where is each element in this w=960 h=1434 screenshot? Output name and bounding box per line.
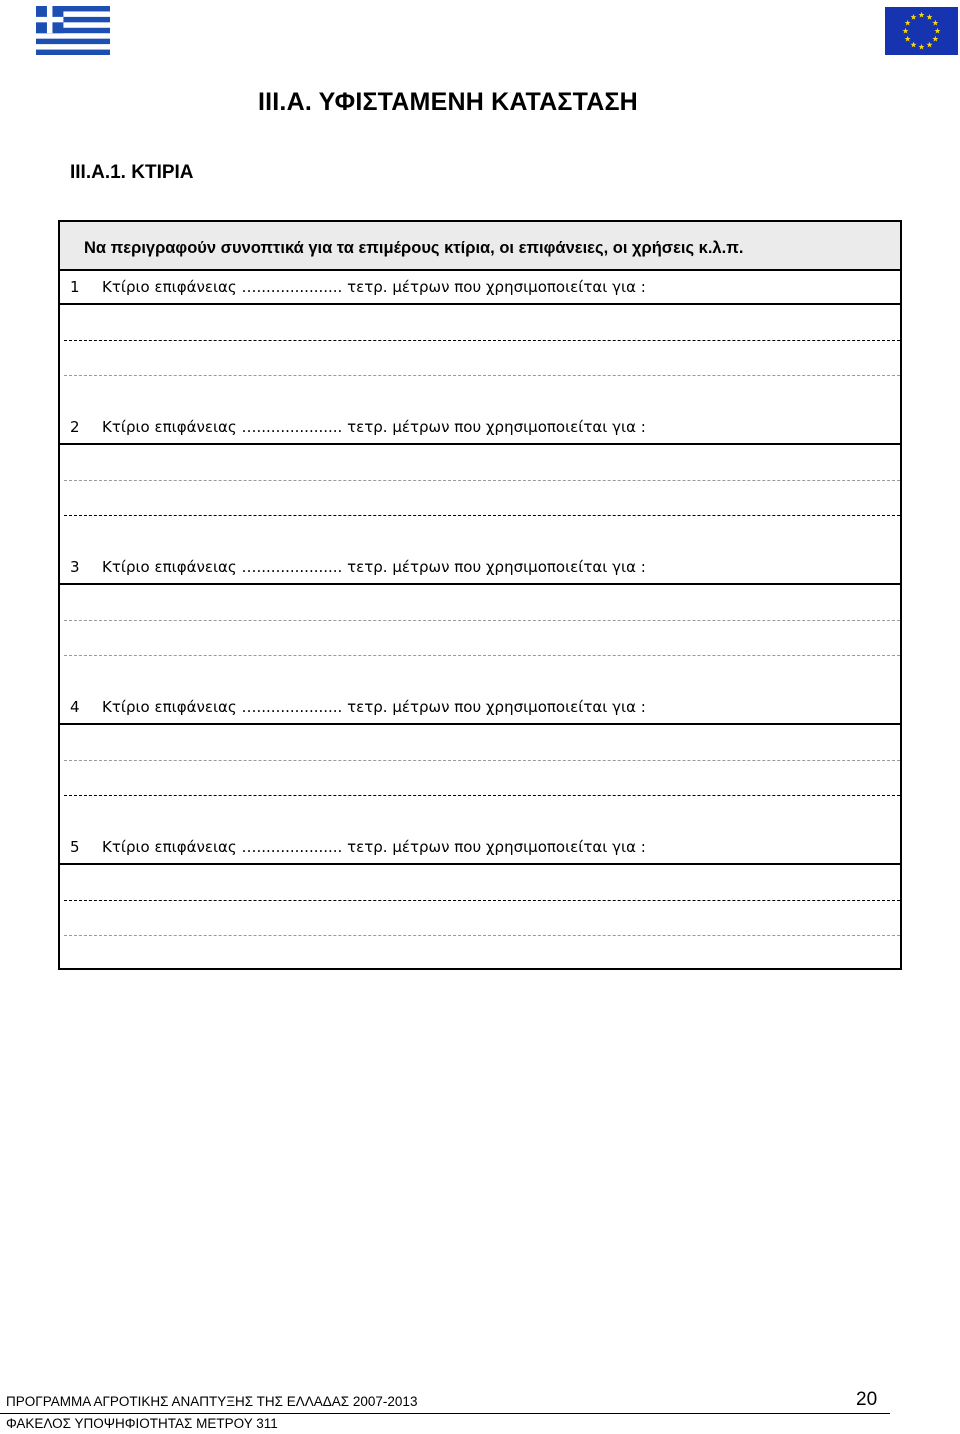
building-entry-5 <box>60 831 900 971</box>
entry-header <box>60 691 900 725</box>
writing-line[interactable] <box>64 795 900 796</box>
section-heading: III.Α.1. ΚΤΙΡΙΑ <box>70 162 194 183</box>
footer-folder: ΦΑΚΕΛΟΣ ΥΠΟΨΗΦΙΟΤΗΤΑΣ ΜΕΤΡΟΥ 311 <box>6 1416 278 1431</box>
greek-flag-icon <box>36 6 110 55</box>
entry-label: Κτίριο επιφάνειας ….................. τετρ. μέτρων που χρησιμοποιείται για : <box>102 838 646 856</box>
entry-header <box>60 551 900 585</box>
writing-line[interactable] <box>64 760 900 761</box>
writing-line[interactable] <box>64 620 900 621</box>
buildings-form <box>58 220 902 970</box>
entry-header <box>60 411 900 445</box>
entry-number: 3 <box>70 558 80 576</box>
entry-header <box>60 831 900 865</box>
writing-line[interactable] <box>64 935 900 936</box>
entry-number: 1 <box>70 278 80 296</box>
building-entry-2 <box>60 411 900 551</box>
writing-line[interactable] <box>64 480 900 481</box>
eu-flag-icon <box>885 7 958 55</box>
form-instruction: Να περιγραφούν συνοπτικά για τα επιμέρους κτίρια, οι επιφάνειες, οι χρήσεις κ.λ.π. <box>60 222 900 271</box>
writing-line[interactable] <box>64 900 900 901</box>
writing-line[interactable] <box>64 340 900 341</box>
writing-line[interactable] <box>64 655 900 656</box>
page-number: 20 <box>856 1389 878 1410</box>
entry-number: 4 <box>70 698 80 716</box>
entry-header <box>60 271 900 305</box>
entry-label: Κτίριο επιφάνειας ….................. τετρ. μέτρων που χρησιμοποιείται για : <box>102 558 646 576</box>
entry-number: 5 <box>70 838 80 856</box>
page-title: III.Α. ΥΦΙΣΤΑΜΕΝΗ ΚΑΤΑΣΤΑΣΗ <box>258 88 638 116</box>
entry-label: Κτίριο επιφάνειας ….................. τετρ. μέτρων που χρησιμοποιείται για : <box>102 418 646 436</box>
footer-program: ΠΡΟΓΡΑΜΜΑ ΑΓΡΟΤΙΚΗΣ ΑΝΑΠΤΥΞΗΣ ΤΗΣ ΕΛΛΑΔΑΣ 2007-2013 <box>6 1394 418 1409</box>
writing-line[interactable] <box>64 375 900 376</box>
entry-label: Κτίριο επιφάνειας ….................. τετρ. μέτρων που χρησιμοποιείται για : <box>102 278 646 296</box>
entry-label: Κτίριο επιφάνειας ….................. τετρ. μέτρων που χρησιμοποιείται για : <box>102 698 646 716</box>
entry-number: 2 <box>70 418 80 436</box>
building-entry-1 <box>60 271 900 411</box>
building-entry-4 <box>60 691 900 831</box>
building-entry-3 <box>60 551 900 691</box>
footer-divider <box>0 1413 890 1414</box>
writing-line[interactable] <box>64 515 900 516</box>
